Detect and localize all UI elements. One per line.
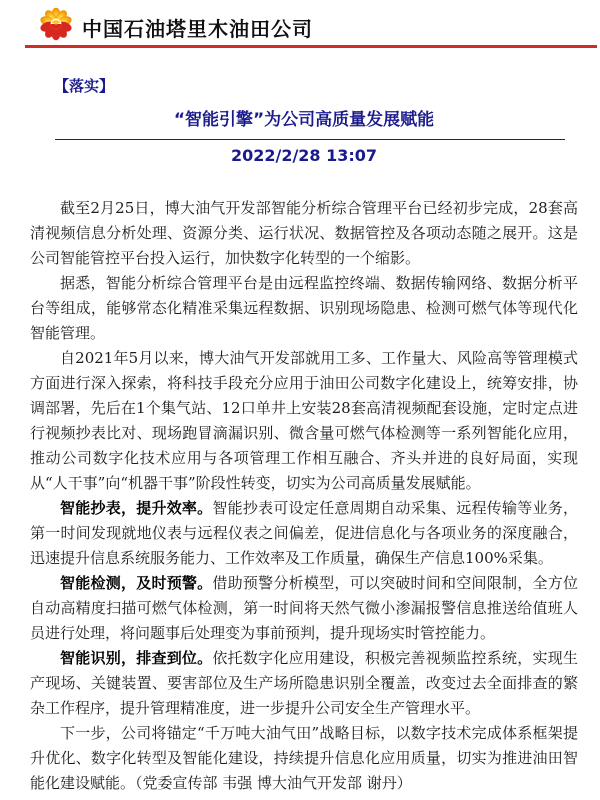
paragraph-text: 智能抄表可设定任意周期自动采集、远程传输等业务，第一时间发现就地仪表与远程仪表之间偏差，促进信息化与各项业务的深度融合，迅速提升信息系统服务能力、工作效率及工作质量，确保生产信息100%采集。 (30, 499, 578, 567)
company-name: 中国石油塔里木油田公司 (82, 16, 313, 41)
petrochina-logo-icon (38, 8, 74, 46)
publish-datetime: 2022/2/28 13:07 (230, 146, 378, 165)
paragraph-text: 借助预警分析模型，可以突破时间和空间限制，全方位自动高精度扫描可燃气体检测，第一时间将天然气微小渗漏报警信息推送给值班人员进行处理，将问题事后处理变为事前预判，提升现场实时管控能力。 (30, 574, 578, 642)
title-divider (55, 139, 565, 140)
paragraph-text: 截至2月25日，博大油气开发部智能分析综合管理平台已经初步完成，28套高清视频信息分析处理、资源分类、运行状况、数据管控及各项动态随之展开。这是公司智能管控平台投入运行，加快数字化转型的一个缩影。 (30, 199, 578, 267)
paragraph (30, 271, 578, 346)
paragraph (30, 346, 578, 496)
paragraph-lead: 智能识别，排查到位。 (60, 649, 213, 667)
masthead (25, 0, 597, 48)
paragraph-lead: 智能检测，及时预警。 (60, 574, 213, 592)
paragraph (30, 646, 578, 721)
paragraph-text: 下一步，公司将锚定“千万吨大油气田”战略目标，以数字技术完成体系框架提升优化、数字化转型及智能化建设，持续提升信息化应用质量，切实为推进油田智能化建设赋能。（党委宣传部 韦强 博大油气开发部 谢丹） (30, 724, 578, 792)
paragraph (30, 196, 578, 271)
category-tag: 【落实】 (54, 77, 115, 95)
paragraph (30, 496, 578, 571)
paragraph-text: 自2021年5月以来，博大油气开发部就用工多、工作量大、风险高等管理模式方面进行深入探索，将科技手段充分应用于油田公司数字化建设上，统筹安排，协调部署，先后在1个集气站、12口单井上安装28套高清视频配套设施，定时定点进行视频抄表比对、现场跑冒滴漏识别、微含量可燃气体检测等一系列智能化应用，推动公司数字化技术应用与各项管理工作相互融合、齐头并进的良好局面，实现从“人干事”向“机器干事”阶段性转变，切实为公司高质量发展赋能。 (30, 349, 578, 492)
paragraph-text: 依托数字化应用建设，积极完善视频监控系统，实现生产现场、关键装置、要害部位及生产场所隐患识别全覆盖，改变过去全面排查的繁杂工作程序，提升管理精准度，进一步提升公司安全生产管理水平。 (30, 649, 578, 717)
paragraph (30, 571, 578, 646)
paragraph (30, 721, 578, 796)
paragraph-lead: 智能抄表，提升效率。 (60, 499, 213, 517)
article-title: “智能引擎”为公司高质量发展赋能 (173, 110, 435, 130)
article-body (30, 196, 578, 796)
paragraph-text: 据悉，智能分析综合管理平台是由远程监控终端、数据传输网络、数据分析平台等组成，能够常态化精准采集远程数据、识别现场隐患、检测可燃气体等现代化智能管理。 (30, 274, 578, 342)
article (0, 75, 600, 796)
